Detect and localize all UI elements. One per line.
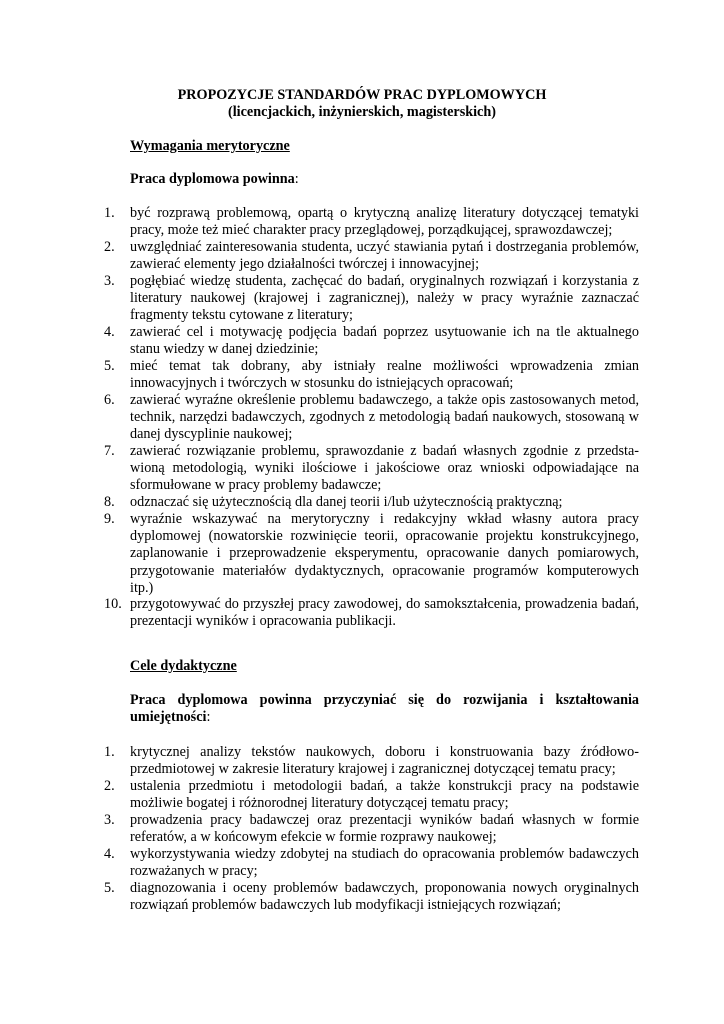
list-item [104,358,639,392]
list-number: 5. [104,880,115,896]
list-text: prowadzenia pracy badawczej oraz prezentacji wyników badań własnych w formie referatów, a w końcowym efekcie w formie rozprawy naukowej; [130,812,639,846]
document-title: PROPOZYCJE STANDARDÓW PRAC DYPLOMOWYCH [177,87,547,103]
list-item [104,494,639,511]
list-item [104,778,639,812]
list-text: przygotowywać do przyszłej pracy zawodowej, do samokształcenia, prowadzenia badań, prezentacji wyników i opracowania publikacji. [130,596,639,630]
list-text: zawierać cel i motywację podjęcia badań poprzez usytuowanie ich na tle aktualnego stanu wiedzy w danej dziedzinie; [130,324,639,358]
list-number: 3. [104,812,115,828]
section-intro-requirements [130,171,639,188]
list-number: 4. [104,324,115,340]
list-item [104,443,639,495]
section-heading-requirements: Wymagania merytoryczne [130,138,290,154]
list-item [104,239,639,273]
list-number: 8. [104,494,115,510]
list-number: 3. [104,273,115,289]
list-number: 6. [104,392,115,408]
intro-suffix: : [294,171,299,187]
list-item [104,273,639,325]
list-text: zawierać wyraźne określenie problemu badawczego, a także opis zastosowanych metod, technik, narzędzi badawczych, zgodnych z metodologią badań naukowych, stosowaną w danej dyscyplinie naukowej; [130,392,639,443]
section-heading-didactic: Cele dydaktyczne [130,658,237,674]
list-text: wyraźnie wskazywać na merytoryczny i redakcyjny wkład własny autora pracy dyplomowej (nowatorskie rozwinięcie teorii, opracowanie projektu konstrukcyjnego, zaplanowanie i przeprowadzenie eksperymentu, opracowanie danych pomiarowych, przygotowanie materiałów dydaktycznych, opracowanie programów komputerowych itp.) [130,511,639,596]
list-item [104,205,639,239]
list-text: ustalenia przedmiotu i metodologii badań, a także konstrukcji pracy na podstawie możliwie bogatej i różnorodnej literatury dotyczącej tematu pracy; [130,778,639,812]
list-text: diagnozowania i oceny problemów badawczych, proponowania nowych oryginalnych rozwiązań problemów badawczych lub modyfikacji istniejących rozwiązań; [130,880,639,914]
list-text: zawierać rozwiązanie problemu, sprawozdanie z badań własnych zgodnie z przedsta-wioną metodologią, wyniki ilościowe i jakościowe oraz wnioski odpowiadające na sformułowane w pracy problemy badawcze; [130,443,639,494]
list-text: wykorzystywania wiedzy zdobytej na studiach do opracowania problemów badawczych rozważanych w pracy; [130,846,639,880]
list-text: krytycznej analizy tekstów naukowych, doboru i konstruowania bazy źródłowo-przedmiotowej w zakresie literatury krajowej i zagranicznej dotyczącej tematu pracy; [130,744,639,778]
intro-bold-text: Praca dyplomowa powinna przyczyniać się do rozwijania i kształtowania umiejętności [130,692,639,726]
list-text: odznaczać się użytecznością dla danej teorii i/lub użytecznością praktyczną; [130,494,563,510]
list-item [104,511,639,597]
list-number: 7. [104,443,115,459]
list-item [104,324,639,358]
list-number: 1. [104,205,115,221]
list-text: pogłębiać wiedzę studenta, zachęcać do badań, oryginalnych rozwiązań i korzystania z literatury naukowej (krajowej i zagranicznej), należy w pracy wyraźnie zaznaczać fragmenty tekstu cytowane z literatury; [130,273,639,324]
list-number: 9. [104,511,115,527]
list-number: 1. [104,744,115,760]
list-text: być rozprawą problemową, opartą o krytyczną analizę literatury dotyczącej tematyki pracy, może też mieć charakter pracy przeglądowej, porządkującej, sprawozdawczej; [130,205,639,239]
intro-bold-text: Praca dyplomowa powinna [130,171,295,187]
list-text: uwzględniać zainteresowania studenta, uczyć stawiania pytań i dostrzegania problemów, zawierać elementy jego działalności twórczej i innowacyjnej; [130,239,639,273]
list-number: 4. [104,846,115,862]
list-item [104,596,639,630]
list-item [104,846,639,880]
list-number: 5. [104,358,115,374]
intro-suffix: : [206,709,211,726]
list-text: mieć temat tak dobrany, aby istniały realne możliwości wprowadzenia zmian innowacyjnych i twórczych w stosunku do istniejących opracowań; [130,358,639,392]
list-item [104,880,639,914]
list-number: 2. [104,778,115,794]
section-intro-didactic [130,692,639,726]
list-number: 2. [104,239,115,255]
list-item [104,392,639,444]
list-item [104,744,639,778]
list-number: 10. [104,596,122,612]
document-subtitle: (licencjackich, inżynierskich, magisterskich) [228,104,496,120]
list-item [104,812,639,846]
